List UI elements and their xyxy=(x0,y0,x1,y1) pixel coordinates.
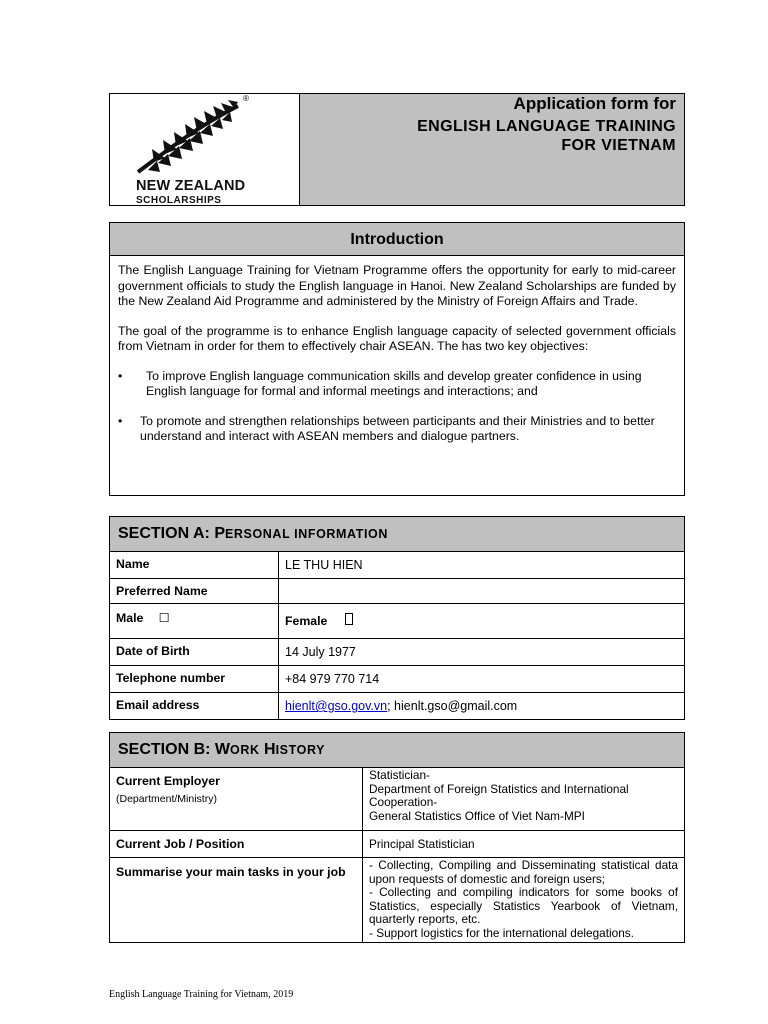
preferred-name-label: Preferred Name xyxy=(110,579,279,604)
employer-sublabel: (Department/Ministry) xyxy=(116,793,217,805)
introduction-panel xyxy=(109,222,685,496)
bullet-icon: • xyxy=(118,368,123,383)
logo-subtext: SCHOLARSHIPS xyxy=(136,195,222,206)
email-link[interactable]: hienlt@gso.gov.vn xyxy=(285,699,388,713)
logo-text: NEW ZEALAND xyxy=(136,178,246,194)
telephone-field[interactable]: +84 979 770 714 xyxy=(279,666,685,693)
introduction-heading: Introduction xyxy=(110,223,684,256)
objective-bullet-2 xyxy=(118,414,676,445)
position-field[interactable]: Principal Statistician xyxy=(363,831,685,858)
logo-cell xyxy=(110,94,300,205)
programme-title-line1: ENGLISH LANGUAGE TRAINING xyxy=(417,118,676,135)
intro-paragraph-1: The English Language Training for Vietnam Programme offers the opportunity for early to mid-career government officials to study the English language in Hanoi. New Zealand Scholarships are funded by the New Zealand Aid Programme and administered by the Ministry of Foreign Affairs and Trade. xyxy=(118,263,676,308)
employer-label-cell xyxy=(110,768,363,831)
female-checkbox-icon[interactable] xyxy=(345,613,353,625)
silver-fern-logo-icon xyxy=(110,94,300,178)
preferred-name-field[interactable] xyxy=(279,579,685,604)
email-secondary: ; hienlt.gso@gmail.com xyxy=(387,699,518,713)
position-label: Current Job / Position xyxy=(110,831,363,858)
section-b-work-history xyxy=(109,732,685,943)
task-item: - Collecting, Compiling and Disseminating statistical data upon requests of domestic and foreign users; xyxy=(369,858,678,886)
dob-field[interactable]: 14 July 1977 xyxy=(279,639,685,666)
section-b-heading: SECTION B: WORK HISTORY xyxy=(110,733,685,768)
employer-label: Current Employer xyxy=(116,774,220,788)
telephone-label: Telephone number xyxy=(110,666,279,693)
intro-paragraph-2: The goal of the programme is to enhance English language capacity of selected government officials from Vietnam in order for them to effectively chair ASEAN. The has two key objectives: xyxy=(118,323,676,353)
task-item: - Collecting and compiling indicators for some books of Statistics, especially Statistics Yearbook of Vietnam, quarterly reports, etc. xyxy=(369,885,678,927)
objective-text: To promote and strengthen relationships between participants and their Ministries and to better understand and interact with ASEAN members and dialogue partners. xyxy=(140,413,655,443)
bullet-icon: • xyxy=(118,413,123,428)
employer-field[interactable]: Statistician- Department of Foreign Statistics and International Cooperation- General Statistics Office of Viet Nam-MPI xyxy=(363,768,685,831)
female-option[interactable]: Female xyxy=(279,604,685,639)
form-title: Application form for xyxy=(513,94,676,113)
name-label: Name xyxy=(110,552,279,579)
dob-label: Date of Birth xyxy=(110,639,279,666)
section-a-heading: SECTION A: PERSONAL INFORMATION xyxy=(110,517,685,552)
page-footer: English Language Training for Vietnam, 2019 xyxy=(109,989,294,1000)
male-checkbox-icon[interactable]: ☐ xyxy=(158,611,170,625)
title-cell xyxy=(300,94,684,205)
tasks-label: Summarise your main tasks in your job xyxy=(110,858,363,943)
form-header xyxy=(109,93,685,206)
objective-text: To improve English language communication skills and develop greater confidence in using English language for formal and informal meetings and interactions; and xyxy=(146,368,642,398)
male-option[interactable]: Male ☐ xyxy=(110,604,279,639)
objective-bullet-1 xyxy=(118,369,676,400)
introduction-body xyxy=(118,263,676,459)
tasks-field[interactable] xyxy=(363,858,685,943)
email-field[interactable] xyxy=(279,693,685,720)
task-item: - Support logistics for the international delegations. xyxy=(369,925,634,940)
registered-mark: ® xyxy=(243,94,249,103)
name-field[interactable]: LE THU HIEN xyxy=(279,552,685,579)
programme-title-line2: FOR VIETNAM xyxy=(561,137,676,154)
section-a-personal-information xyxy=(109,516,685,720)
email-label: Email address xyxy=(110,693,279,720)
